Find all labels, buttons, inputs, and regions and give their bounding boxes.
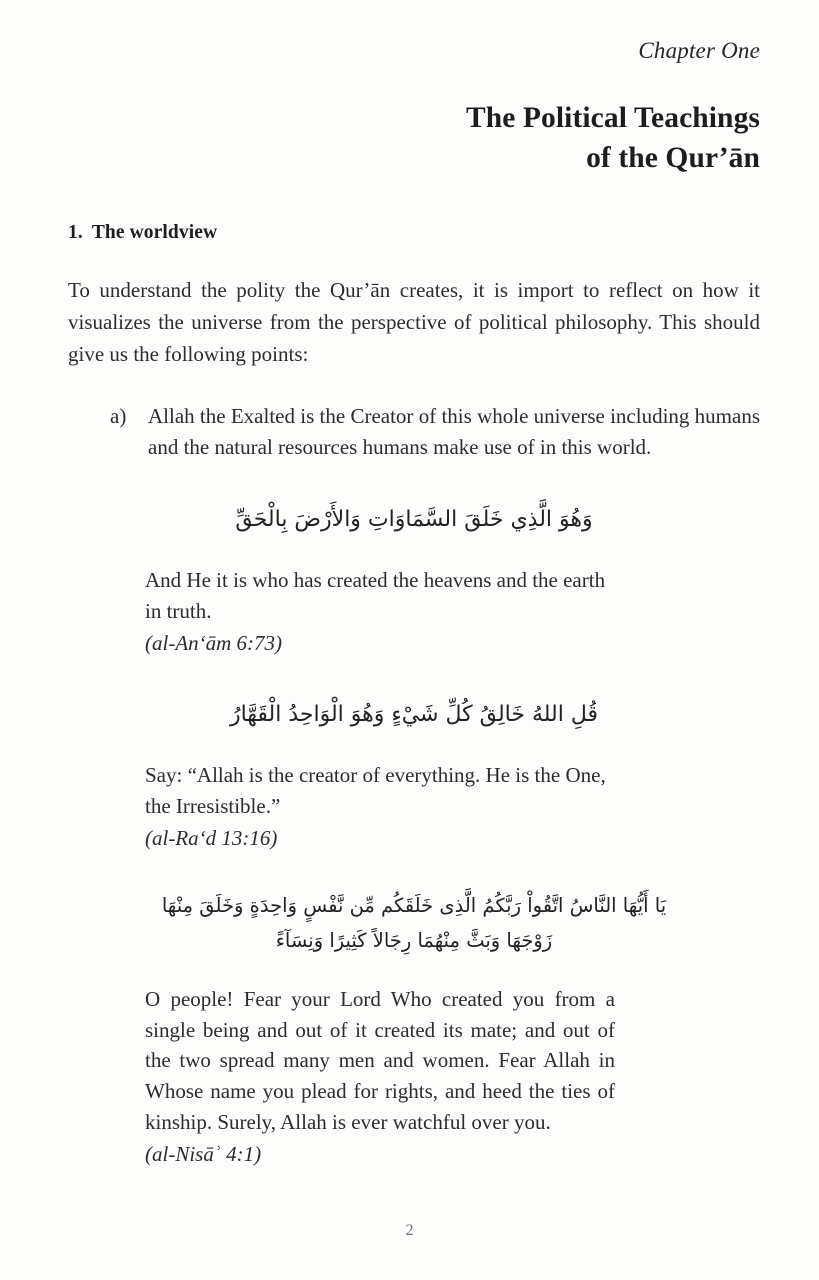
page-number: 2 xyxy=(405,1222,414,1239)
quran-translation-block xyxy=(145,565,615,659)
page-title-line-1: The Political Teachings xyxy=(465,102,760,134)
verse-line: وَهُوَ الَّذِي خَلَقَ السَّمَاوَاتِ وَالأَرْضَ بِالْحَقِّ xyxy=(235,506,593,532)
page-title-line-2: of the Qur’ān xyxy=(586,142,760,175)
quran-translation-block xyxy=(145,984,615,1170)
section-heading-label: The worldview xyxy=(91,222,218,244)
translation-text: Say: “Allah is the creator of everything. He is the One, the Irresistible.” xyxy=(145,762,606,818)
section-heading xyxy=(68,222,760,244)
intro-paragraph: To understand the polity the Qur’ān creates, it is import to reflect on how it visualizes the universe from the perspective of political philosophy. This should give us the following points: xyxy=(68,278,760,367)
chapter-label: Chapter One xyxy=(638,38,760,63)
verse-citation: (al-Anʻām 6:73) xyxy=(145,630,283,655)
translation-text: O people! Fear your Lord Who created you from a single being and out of it created its mate; and out of the two spread many men and women. Fear Allah in Whose name you plead for rights, and heed the ties of kinship. Surely, Allah is ever watchful over you. xyxy=(145,986,615,1135)
quran-verse-arabic xyxy=(68,889,760,957)
verse-line: قُلِ اللهُ خَالِقُ كُلِّ شَيْءٍ وَهُوَ الْوَاحِدُ الْقَهَّارُ xyxy=(229,701,599,727)
page-title xyxy=(68,98,760,178)
list-item-text: Allah the Exalted is the Creator of this whole universe including humans and the natural resources humans make use of in this world. xyxy=(148,403,760,460)
points-list xyxy=(68,401,760,464)
verse-citation: (al-Nisāʾ 4:1) xyxy=(145,1141,262,1166)
verse-line: زَوْجَهَا وَبَثَّ مِنْهُمَا رِجَالاً كَثِيرًا وَنِسَآءً xyxy=(275,928,553,952)
list-item xyxy=(68,401,760,464)
page-content xyxy=(68,0,760,1280)
translation-text: And He it is who has created the heavens and the earth in truth. xyxy=(145,568,606,623)
verse-citation: (al-Raʻd 13:16) xyxy=(145,825,278,850)
quran-verse-arabic xyxy=(68,695,760,734)
list-item-marker: a) xyxy=(110,403,127,428)
quran-translation-block xyxy=(145,760,615,854)
verse-line: يَا أَيُّهَا النَّاسُ اتَّقُواْ رَبَّكُمُ الَّذِى خَلَقَكُم مِّن نَّفْسٍ وَاحِدَةٍ وَخَلَقَ مِنْهَا xyxy=(161,894,667,918)
quran-verse-arabic xyxy=(68,500,760,539)
section-number: 1. xyxy=(68,222,83,244)
